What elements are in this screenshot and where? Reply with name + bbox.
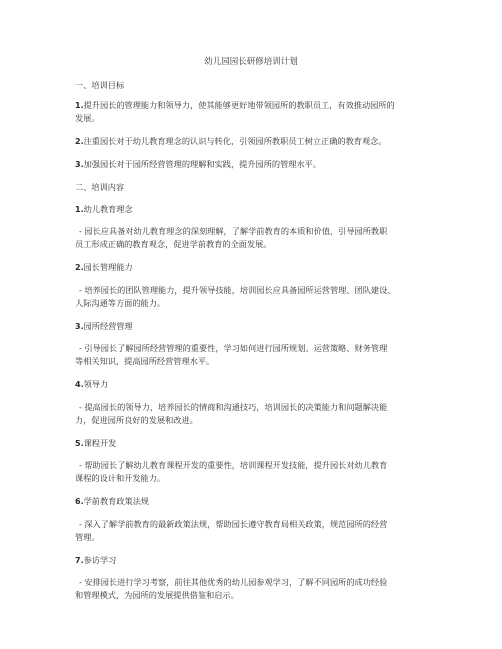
content-text-4-cont: 力，促进园所良好的发展和改进。 [75, 415, 198, 425]
content-text-3-cont: 等相关知识，提高园所经营管理水平。 [75, 356, 215, 366]
content-text-4: - 提高园长的领导力，培养园长的情商和沟通技巧，培训园长的决策能力和问题解决能 [79, 402, 388, 412]
section-heading-content: 二、培训内容 [75, 182, 125, 192]
content-heading-2: 2.园长管理能力 [75, 262, 133, 272]
content-text-7: - 安排园长进行学习考察，前往其他优秀的幼儿园参观学习，了解不同园所的成功经验 [79, 577, 388, 587]
content-heading-4: 4.领导力 [75, 379, 109, 389]
content-text-2-cont: 人际沟通等方面的能力。 [75, 298, 166, 308]
content-text-7-cont: 和管理模式，为园所的发展提供借鉴和启示。 [75, 590, 239, 600]
goal-item-3: 3.加强园长对于园所经营管理的理解和实践，提升园所的管理水平。 [75, 159, 322, 169]
goal-item-2: 2.注重园长对于幼儿教育理念的认识与转化，引领园所教职员工树立正确的教育观念。 [75, 136, 387, 146]
document-title: 幼儿园园长研修培训计划 [204, 57, 298, 67]
content-text-3: - 引导园长了解园所经营管理的重要性，学习如何进行园所规划、运营策略、财务管理 [79, 343, 388, 353]
content-heading-1: 1.幼儿教育理念 [75, 204, 133, 214]
goal-item-1-cont: 发展。 [75, 113, 100, 123]
section-heading-goals: 一、培训目标 [75, 80, 125, 90]
content-text-5: - 帮助园长了解幼儿教育课程开发的重要性，培训课程开发技能，提升园长对幼儿教育 [79, 460, 388, 470]
content-heading-7: 7.参访学习 [75, 555, 117, 565]
goal-item-1: 1.提升园长的管理能力和领导力，使其能够更好地带领园所的教职员工，有效推动园所的 [75, 100, 395, 110]
content-text-1: - 园长应具备对幼儿教育理念的深刻理解，了解学前教育的本质和价值，引导园所教职 [79, 226, 388, 236]
content-heading-3: 3.园所经营管理 [75, 321, 133, 331]
content-text-6-cont: 管理。 [75, 532, 100, 542]
content-text-6: - 深入了解学前教育的最新政策法规，帮助园长遵守教育局相关政策，规范园所的经营 [79, 519, 388, 529]
content-heading-5: 5.课程开发 [75, 438, 117, 448]
content-text-2: - 培养园长的团队管理能力，提升领导技能，培训园长应具备园所运营管理、团队建设、 [79, 285, 396, 295]
content-heading-6: 6.学前教育政策法规 [75, 496, 150, 506]
content-text-5-cont: 课程的设计和开发能力。 [75, 473, 166, 483]
content-text-1-cont: 员工形成正确的教育观念，促进学前教育的全面发展。 [75, 239, 272, 249]
